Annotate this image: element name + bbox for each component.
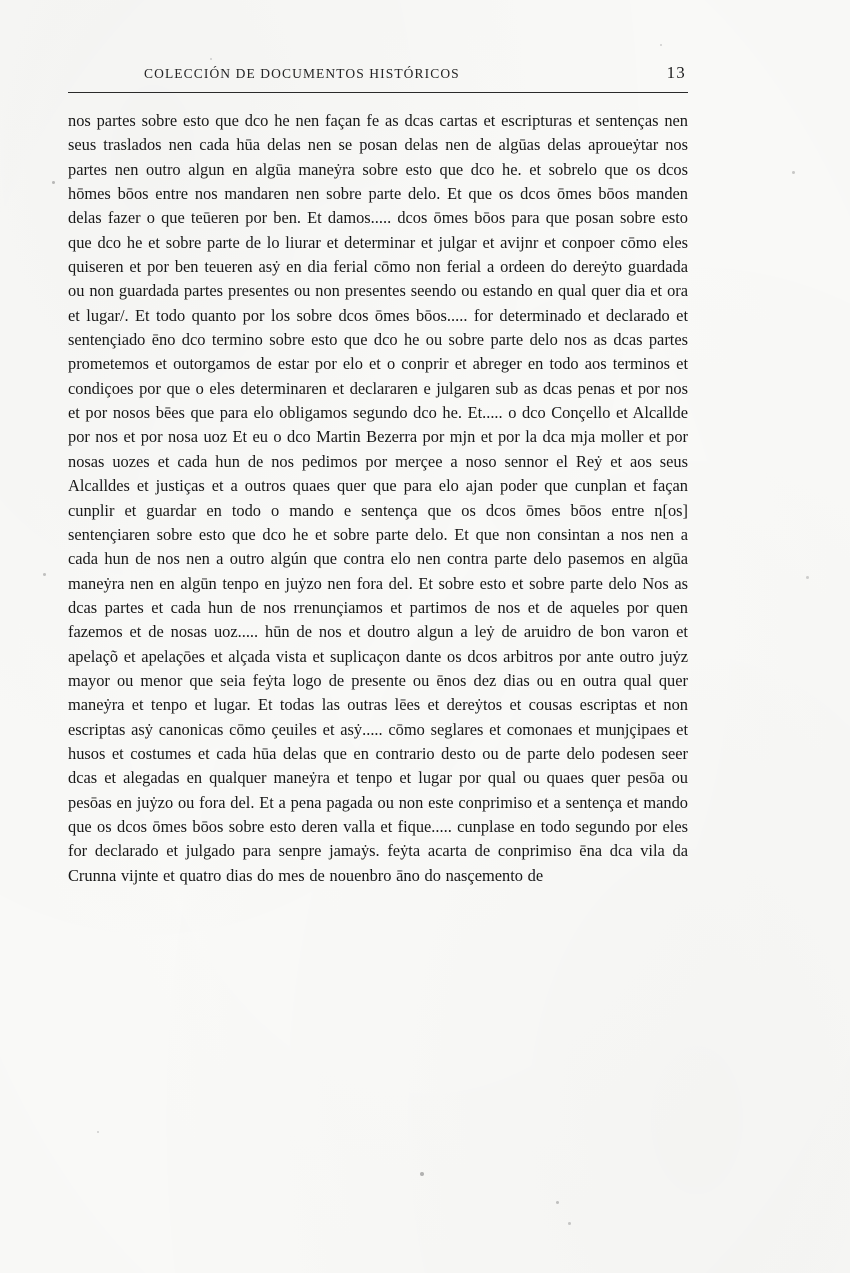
running-head-title: COLECCIÓN DE DOCUMENTOS HISTÓRICOS [144, 66, 460, 81]
transcription-paragraph: nos partes sobre esto que dco he nen façan fe as dcas cartas et escripturas et sentenças nen seus traslados nen cada hūa delas nen se posan delas nen de algūas delas aproueẏtar nos partes nen outro algun en algūa maneẏra sobre esto que dco he. et sobrelo que os dcos hōmes bōos entre nos mandaren nen sobre parte delo. Et que os dcos ōmes bōos manden delas fazer o que teūeren por ben. Et damos..... dcos ōmes bōos para que posan sobre esto que dco he et sobre parte de lo liurar et determinar et julgar et avijnr et conpoer cōmo eles quiseren et por ben teueren asẏ en dia ferial cōmo non ferial a ordeen do dereẏto guardada ou non guardada partes presentes ou non presentes seendo ou estando en qual quer dia et ora et lugar/. Et todo quanto por los sobre dcos ōmes bōos..... for determinado et declarado et sentençiado ēno dco termino sobre esto que dco he ou sobre parte delo nos as dcas partes prometemos et outorgamos de estar por elo et o conprir et abreger en todo aos terminos et condiçoes por que o eles determinaren et declararen e julgaren sub as dcas penas et por nos et por nosos bēes que para elo obligamos segundo dco he. Et..... o dco Conçello et Alcallde por nos et por nosa uoz Et eu o dco Martin Bezerra por mjn et por la dca mja moller et por nosas uozes et cada hun de nos pedimos por merçee a noso sennor el Reẏ et aos seus Alcalldes et justiças et a outros quaes quer que para elo ajan poder que cunplan et façan cunplir et guardar en todo o mando e sentença que os dcos ōmes bōos entre n[os] sentençiaren sobre esto que dco he et sobre parte delo. Et que non consintan a nos nen a cada hun de nos nen a outro algún que contra elo nen contra parte delo pasemos en algūa maneẏra nen en algūn tenpo en juẏzo nen fora del. Et sobre esto et sobre parte delo Nos as dcas partes et cada hun de nos rrenunçiamos et partimos de nos et de aqueles por quen fazemos et de nosas uoz..... hūn de nos et doutro algun a leẏ de aruidro de bon varon et apelaçõ et apelaçōes et alçada vista et suplicaçon dante os dcos arbitros por ante outro juẏz mayor ou menor que seia feẏta logo de presente ou ēnos dez dias ou en outra qual quer maneẏra et tenpo et lugar. Et todas las outras lēes et dereẏtos et cousas escriptas et non escriptas asẏ canonicas cōmo çeuiles et asẏ..... cōmo seglares et comonaes et munjçipaes et husos et costumes et cada hūa delas que en contrario desto ou de parte delo podesen seer dcas et alegadas en qualquer maneẏra et tenpo et lugar por qual ou quaes quer pesōa ou pesōas en juẏzo ou fora del. Et a pena pagada ou non este conprimiso et a sentença et mando que os dcos ōmes bōos sobre esto deren valla et fique..... cunplase en todo segundo por eles for declarado et julgado para senpre jamaẏs. feẏta acarta de conprimiso ēna dca vila da Crunna vijnte et quatro dias do mes de nouenbro āno do nasçemento de [68, 111, 688, 885]
paper-speck [43, 573, 46, 576]
paper-speck [420, 1172, 424, 1176]
page-content [68, 62, 688, 888]
paper-speck [210, 58, 212, 60]
page-number: 13 [666, 63, 686, 82]
running-head [68, 62, 688, 93]
paper-speck [568, 1222, 571, 1225]
paper-speck [660, 44, 662, 46]
paper-speck [97, 1131, 99, 1133]
paper-speck [792, 171, 795, 174]
paper-speck [806, 576, 809, 579]
paper-speck [52, 181, 55, 184]
paper-speck [556, 1201, 559, 1204]
body-text [68, 109, 688, 888]
